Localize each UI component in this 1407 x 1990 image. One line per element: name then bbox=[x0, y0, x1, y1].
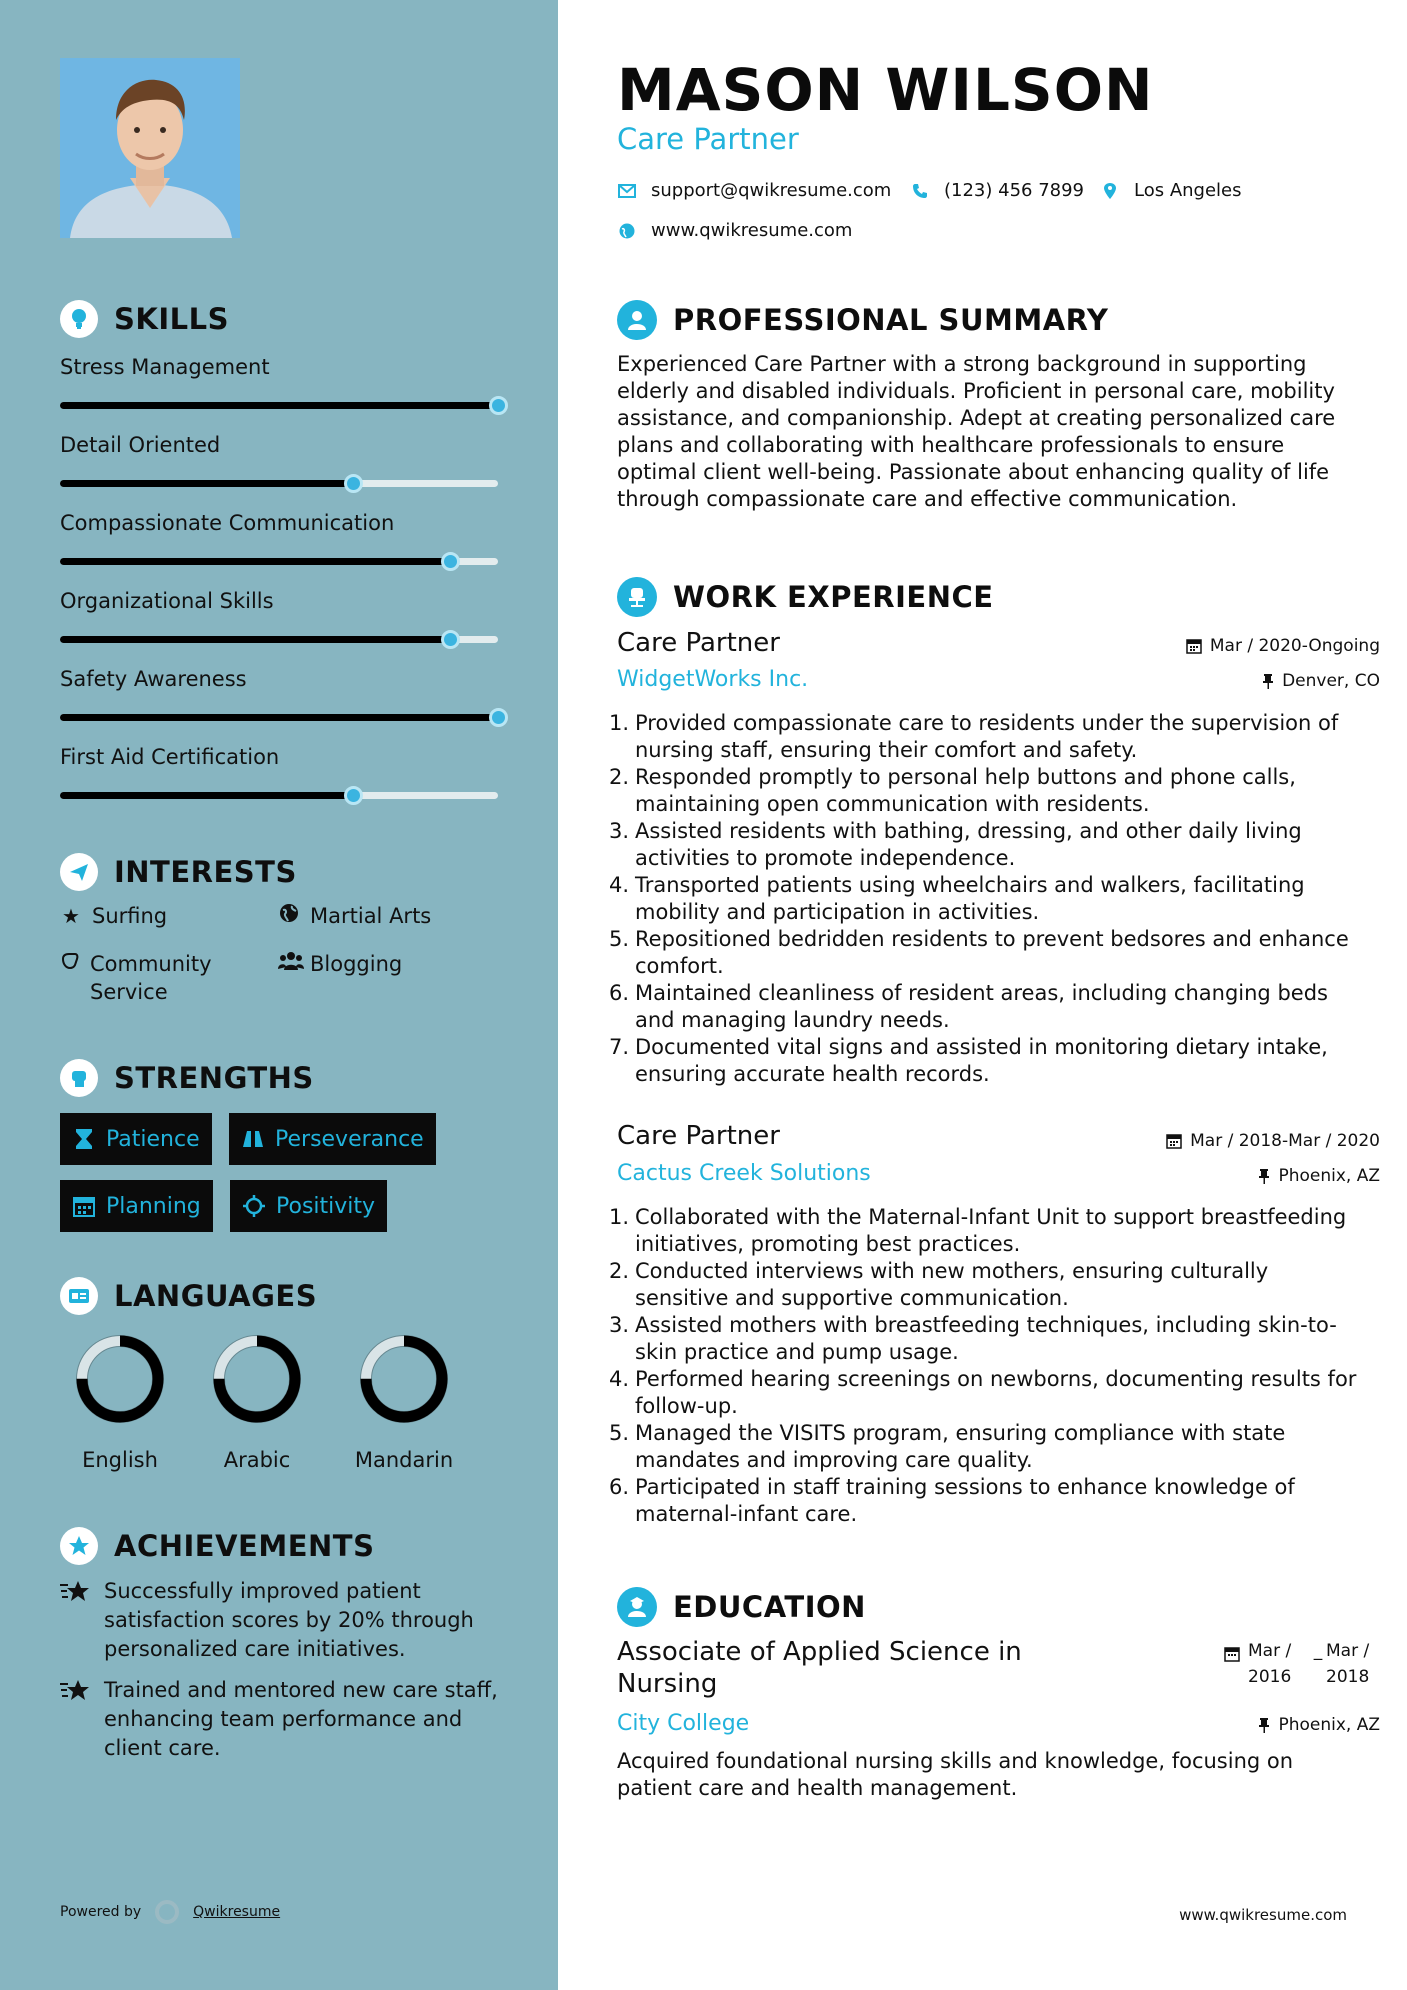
job-bullet: Transported patients using wheelchairs and walkers, facilitating mobility and participation in activities. bbox=[635, 873, 1305, 924]
languages-heading: LANGUAGES bbox=[60, 1275, 317, 1317]
skill-bar bbox=[60, 480, 498, 487]
language-label: Mandarin bbox=[354, 1448, 454, 1472]
skill-bar-fill bbox=[60, 792, 353, 799]
skill-bar-knob bbox=[441, 630, 460, 649]
skill-item bbox=[60, 430, 498, 487]
contact-email[interactable]: support@qwikresume.com bbox=[617, 180, 891, 201]
skill-item bbox=[60, 664, 498, 721]
company-name: Cactus Creek Solutions bbox=[617, 1161, 871, 1186]
skill-label: Organizational Skills bbox=[60, 589, 274, 613]
work-heading: WORK EXPERIENCE bbox=[617, 576, 994, 618]
job-bullet: Repositioned bedridden residents to prevent bedsores and enhance comfort. bbox=[635, 927, 1349, 978]
powered-by: Powered by Qwikresume bbox=[60, 1900, 280, 1924]
calendar-icon bbox=[1166, 1133, 1182, 1149]
skill-bar-knob bbox=[441, 552, 460, 571]
skill-bar-knob bbox=[344, 786, 363, 805]
job-bullets bbox=[617, 1204, 1357, 1528]
user-icon bbox=[617, 300, 657, 340]
education-dates: Mar / 2016 _ Mar / 2018 bbox=[1224, 1638, 1380, 1690]
job-location: Phoenix, AZ bbox=[1258, 1166, 1380, 1186]
hand-icon bbox=[60, 950, 80, 978]
language-item bbox=[60, 1332, 180, 1472]
job-bullet: Responded promptly to personal help buttons and phone calls, maintaining open communication with residents. bbox=[635, 765, 1296, 816]
calendar-icon bbox=[1186, 638, 1202, 654]
job-title: Care Partner bbox=[617, 1121, 780, 1151]
skill-bar-knob bbox=[489, 708, 508, 727]
star-badge-icon bbox=[60, 1527, 98, 1565]
language-item bbox=[344, 1332, 464, 1472]
job-bullet: Performed hearing screenings on newborns, documenting results for follow-up. bbox=[635, 1367, 1357, 1418]
strength-badge: Patience bbox=[60, 1113, 212, 1165]
skill-bar-fill bbox=[60, 636, 450, 643]
pin-icon bbox=[1258, 1168, 1270, 1184]
job-bullets bbox=[617, 710, 1357, 1088]
map-marker-icon bbox=[1100, 181, 1120, 201]
achievement-item: Successfully improved patient satisfaction scores by 20% through personalized care initiatives. bbox=[60, 1577, 510, 1664]
chair-icon bbox=[617, 577, 657, 617]
achievement-item: Trained and mentored new care staff, enhancing team performance and client care. bbox=[60, 1676, 510, 1763]
shooting-star-icon bbox=[60, 1577, 92, 1664]
school-name: City College bbox=[617, 1711, 750, 1736]
candidate-title: Care Partner bbox=[617, 122, 799, 156]
envelope-icon bbox=[617, 181, 637, 201]
education-degree: Associate of Applied Science in Nursing bbox=[617, 1637, 1022, 1699]
job-bullet: Conducted interviews with new mothers, ensuring culturally sensitive and supportive communication. bbox=[635, 1259, 1269, 1310]
pin-icon bbox=[1262, 673, 1274, 689]
job-title: Care Partner bbox=[617, 628, 780, 658]
job-dates: Mar / 2018-Mar / 2020 bbox=[1166, 1131, 1380, 1151]
graduate-icon bbox=[617, 1587, 657, 1627]
skill-bar bbox=[60, 714, 498, 721]
skill-label: Safety Awareness bbox=[60, 667, 247, 691]
achievements-heading: ACHIEVEMENTS bbox=[60, 1525, 374, 1567]
pin-icon bbox=[1258, 1717, 1270, 1733]
qwikresume-logo-icon bbox=[155, 1900, 179, 1924]
summary-text: Experienced Care Partner with a strong background in supporting elderly and disabled individuals. Proficient in personal care, mobility assistance, and companionship. Adept at creating personalized care plans and collaborating with healthcare professionals to ensure optimal client well-being. Passionate about enhancing quality of life through compassionate care and effective communication. bbox=[617, 352, 1336, 511]
sidebar bbox=[0, 0, 558, 1990]
language-level-ring bbox=[73, 1332, 167, 1426]
strength-badge: Positivity bbox=[230, 1180, 387, 1232]
candidate-name: MASON WILSON bbox=[617, 56, 1154, 124]
users-icon bbox=[278, 950, 300, 978]
interests-heading: INTERESTS bbox=[60, 851, 297, 893]
education-location: Phoenix, AZ bbox=[1258, 1715, 1380, 1735]
globe-icon bbox=[617, 221, 637, 241]
company-name: WidgetWorks Inc. bbox=[617, 667, 809, 692]
job-bullet: Assisted residents with bathing, dressing, and other daily living activities to promote independence. bbox=[635, 819, 1302, 870]
calendar-icon bbox=[72, 1194, 96, 1218]
skill-bar-fill bbox=[60, 480, 353, 487]
skill-label: Stress Management bbox=[60, 355, 270, 379]
skills-heading: SKILLS bbox=[60, 298, 229, 340]
binoculars-icon bbox=[241, 1127, 265, 1151]
summary-heading: PROFESSIONAL SUMMARY bbox=[617, 299, 1108, 341]
contact-website[interactable]: www.qwikresume.com bbox=[617, 220, 852, 241]
lightbulb-icon bbox=[60, 300, 98, 338]
education-description: Acquired foundational nursing skills and knowledge, focusing on patient care and health management. bbox=[617, 1749, 1294, 1800]
shooting-star-icon bbox=[60, 1676, 92, 1763]
profile-photo bbox=[60, 58, 240, 238]
fist-icon bbox=[60, 1059, 98, 1097]
language-level-ring bbox=[210, 1332, 304, 1426]
education-heading: EDUCATION bbox=[617, 1586, 866, 1628]
skill-bar-fill bbox=[60, 714, 498, 721]
language-label: English bbox=[82, 1448, 158, 1472]
interest-item: Community Service bbox=[60, 950, 270, 1006]
footer-website-link[interactable]: www.qwikresume.com bbox=[1179, 1906, 1347, 1924]
job-dates: Mar / 2020-Ongoing bbox=[1186, 636, 1380, 656]
skill-item bbox=[60, 352, 498, 409]
qwikresume-link[interactable]: Qwikresume bbox=[193, 1904, 281, 1920]
skill-label: First Aid Certification bbox=[60, 745, 280, 769]
skill-bar-fill bbox=[60, 402, 498, 409]
skill-bar bbox=[60, 636, 498, 643]
skill-label: Compassionate Communication bbox=[60, 511, 395, 535]
skill-item bbox=[60, 742, 498, 799]
strength-badge: Planning bbox=[60, 1180, 213, 1232]
job-bullet: Managed the VISITS program, ensuring compliance with state mandates and improving care quality. bbox=[635, 1421, 1286, 1472]
sun-icon bbox=[242, 1194, 266, 1218]
interest-item: ★ Surfing bbox=[60, 902, 167, 930]
skill-bar-knob bbox=[489, 396, 508, 415]
skill-bar-fill bbox=[60, 558, 450, 565]
calendar-icon bbox=[1224, 1644, 1240, 1690]
globe-icon bbox=[278, 902, 300, 930]
interest-item: Blogging bbox=[278, 950, 402, 978]
language-card-icon bbox=[60, 1277, 98, 1315]
skill-item bbox=[60, 586, 498, 643]
language-level-ring bbox=[357, 1332, 451, 1426]
job-bullet: Collaborated with the Maternal-Infant Unit to support breastfeeding initiatives, promoting best practices. bbox=[635, 1205, 1347, 1256]
skill-bar-knob bbox=[344, 474, 363, 493]
strengths-heading: STRENGTHS bbox=[60, 1057, 314, 1099]
language-item bbox=[197, 1332, 317, 1472]
job-bullet: Assisted mothers with breastfeeding techniques, including skin-to-skin practice and pump usage. bbox=[635, 1313, 1337, 1364]
paper-plane-icon bbox=[60, 853, 98, 891]
skill-item bbox=[60, 508, 498, 565]
language-label: Arabic bbox=[223, 1448, 291, 1472]
job-bullet: Documented vital signs and assisted in monitoring dietary intake, ensuring accurate health records. bbox=[635, 1035, 1328, 1086]
hourglass-icon bbox=[72, 1127, 96, 1151]
job-bullet: Participated in staff training sessions to enhance knowledge of maternal-infant care. bbox=[635, 1475, 1295, 1526]
contact-phone[interactable]: (123) 456 7899 bbox=[910, 180, 1084, 201]
job-bullet: Provided compassionate care to residents under the supervision of nursing staff, ensuring their comfort and safety. bbox=[635, 711, 1339, 762]
contact-location: Los Angeles bbox=[1100, 180, 1242, 201]
skill-label: Detail Oriented bbox=[60, 433, 221, 457]
skill-bar bbox=[60, 402, 498, 409]
skill-bar bbox=[60, 792, 498, 799]
star-icon: ★ bbox=[62, 904, 80, 928]
job-location: Denver, CO bbox=[1262, 671, 1380, 691]
phone-icon bbox=[910, 181, 930, 201]
strength-badge: Perseverance bbox=[229, 1113, 436, 1165]
job-bullet: Maintained cleanliness of resident areas, including changing beds and managing laundry needs. bbox=[635, 981, 1328, 1032]
interest-item: Martial Arts bbox=[278, 902, 431, 930]
skill-bar bbox=[60, 558, 498, 565]
